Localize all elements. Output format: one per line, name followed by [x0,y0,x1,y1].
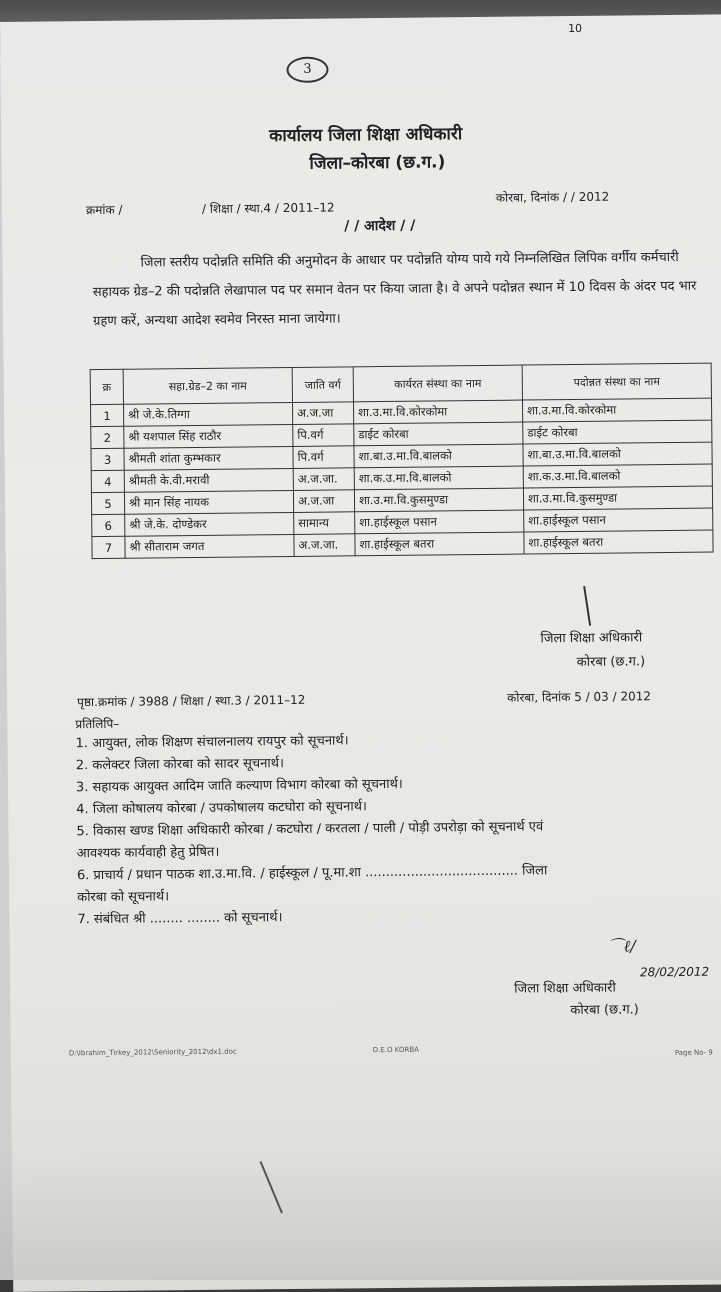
signature1-place: कोरबा (छ.ग.) [576,654,646,670]
cell-no: 4 [91,470,124,492]
ref-code: / शिक्षा / स्था.4 / 2011–12 [201,200,335,216]
ref-place-date: कोरबा, दिनांक / / 2012 [495,189,610,205]
footer-page: Page No- 9 [674,1048,713,1057]
cell-current: शा.बा.उ.मा.वि.बालको [354,444,523,468]
col-no: क्र [90,369,123,404]
cell-caste: अ.ज.जा [293,490,354,513]
cell-name: श्री जे.के. दोण्डेकर [125,512,294,536]
cell-promoted: डाईट कोरबा [523,420,712,444]
cell-name: श्री यशपाल सिंह राठौर [124,424,293,448]
cell-name: श्री मान सिंह नायक [124,490,293,514]
signature2-place: कोरबा (छ.ग.) [570,1002,639,1019]
list-item: 3. सहायक आयुक्त आदिम जाति कल्याण विभाग कोरबा को सूचनार्थ। [75,776,403,796]
circled-number: 3 [286,57,328,83]
page-number-top: 10 [568,21,583,36]
cell-no: 5 [91,492,124,514]
cell-caste: पि.वर्ग [293,424,354,447]
cell-name: श्रीमती के.वी.मरावी [124,468,293,492]
order-title: / / आदेश / / [344,217,416,235]
ref-kramank: क्रमांक / [85,202,123,218]
cell-current: शा.उ.मा.वि.कुसमुण्डा [354,488,523,512]
col-current: कार्यरत संस्था का नाम [353,365,522,402]
signature1-title: जिला शिक्षा अधिकारी [540,630,643,647]
list-item: 2. कलेक्टर जिला कोरबा को सादर सूचनार्थ। [75,756,285,774]
cc-list [75,728,547,931]
footer-center: D.E.O KORBA [372,1045,419,1055]
cell-promoted: शा.क.उ.मा.वि.बालको [523,464,712,488]
cell-current: शा.क.उ.मा.वि.बालको [354,466,523,490]
list-item: आवश्यक कार्यवाही हेतु प्रेषित। [76,844,220,862]
cell-promoted: शा.उ.मा.वि.कुसमुण्डा [523,486,712,510]
promotion-table [90,363,714,560]
copy-to-label: प्रतिलिपि– [75,716,120,732]
signature-scribble: ⌒ℓ∕ [607,936,636,956]
cell-caste: अ.ज.जा [293,402,354,425]
cell-name: श्रीमती शांता कुम्भकार [124,446,293,470]
list-item: 7. संबंधित श्री ........ ........ को सूचनार्थ। [77,910,283,928]
cell-no: 6 [92,514,125,536]
col-promoted: पदोन्नत संस्था का नाम [522,363,711,400]
cell-caste: पि.वर्ग [293,446,354,469]
office-title: कार्यालय जिला शिक्षा अधिकारी [269,124,463,147]
photo-shadow [0,1150,721,1280]
cell-no: 1 [91,404,124,426]
cell-promoted: शा.हाईस्कूल बतरा [524,530,713,554]
cell-current: शा.हाईस्कूल पसान [355,510,524,534]
signature2-title: जिला शिक्षा अधिकारी [514,980,616,997]
cell-current: शा.हाईस्कूल बतरा [355,532,524,556]
cell-promoted: शा.हाईस्कूल पसान [524,508,713,532]
list-item: 1. आयुक्त, लोक शिक्षण संचालनालय रायपुर को सूचनार्थ। [75,733,349,752]
list-item: कोरबा को सूचनार्थ। [77,889,170,906]
list-item: 5. विकास खण्ड शिक्षा अधिकारी कोरबा / कटघोरा / करतला / पाली / पोड़ी उपरोड़ा को सूचनार्थ एवं [76,819,544,840]
cell-promoted: शा.बा.उ.मा.वि.बालको [523,442,712,466]
cell-no: 3 [91,448,124,470]
cell-caste: सामान्य [294,512,355,535]
endorsement-date: कोरबा, दिनांक 5 / 03 / 2012 [507,689,652,705]
list-item: 4. जिला कोषालय कोरबा / उपकोषालय कटघोरा को सूचनार्थ। [76,799,367,818]
col-name: सहा.ग्रेड–2 का नाम [123,367,292,404]
footer-path: D:\Ibrahim_Tirkey_2012\Seniority_2012\dx1.doc [68,1047,237,1058]
cell-no: 7 [92,536,125,558]
col-caste: जाति वर्ग [292,367,353,403]
cell-current: डाईट कोरबा [354,422,523,446]
order-body: जिला स्तरीय पदोन्नति समिति की अनुमोदन के आधार पर पदोन्नति योग्य पाये गये निम्नलिखित लिपिक वर्गीय कर्मचारी सहायक ग्रेड–2 की पदोन्नति लेखापाल पद पर समान वेतन पर किया जाता है। वे अपने पदोन्नत स्थान में 10 दिवस के अंदर पद भार ग्रहण करें, अन्यथा आदेश स्वमेव निरस्त माना जायेगा। [92,249,697,330]
cell-name: श्री सीताराम जगत [125,534,294,558]
cell-current: शा.उ.मा.वि.कोरकोमा [353,400,522,424]
cell-no: 2 [91,426,124,448]
cell-name: श्री जे.के.तिग्गा [124,402,293,426]
endorsement-ref: पृष्ठा.क्रमांक / 3988 / शिक्षा / स्था.3 / 2011–12 [77,692,306,710]
cell-promoted: शा.उ.मा.वि.कोरकोमा [522,398,711,422]
district-title: जिला–कोरबा (छ.ग.) [309,152,446,174]
list-item: 6. प्राचार्य / प्रधान पाठक शा.उ.मा.वि. / हाईस्कूल / पू.मा.शा ..................................... जिला [76,863,548,884]
cell-caste: अ.ज.जा. [294,534,355,557]
signature-stroke [583,586,591,626]
cell-caste: अ.ज.जा. [293,468,354,491]
handwritten-date: 28/02/2012 [639,964,710,980]
document-page [0,14,721,1292]
